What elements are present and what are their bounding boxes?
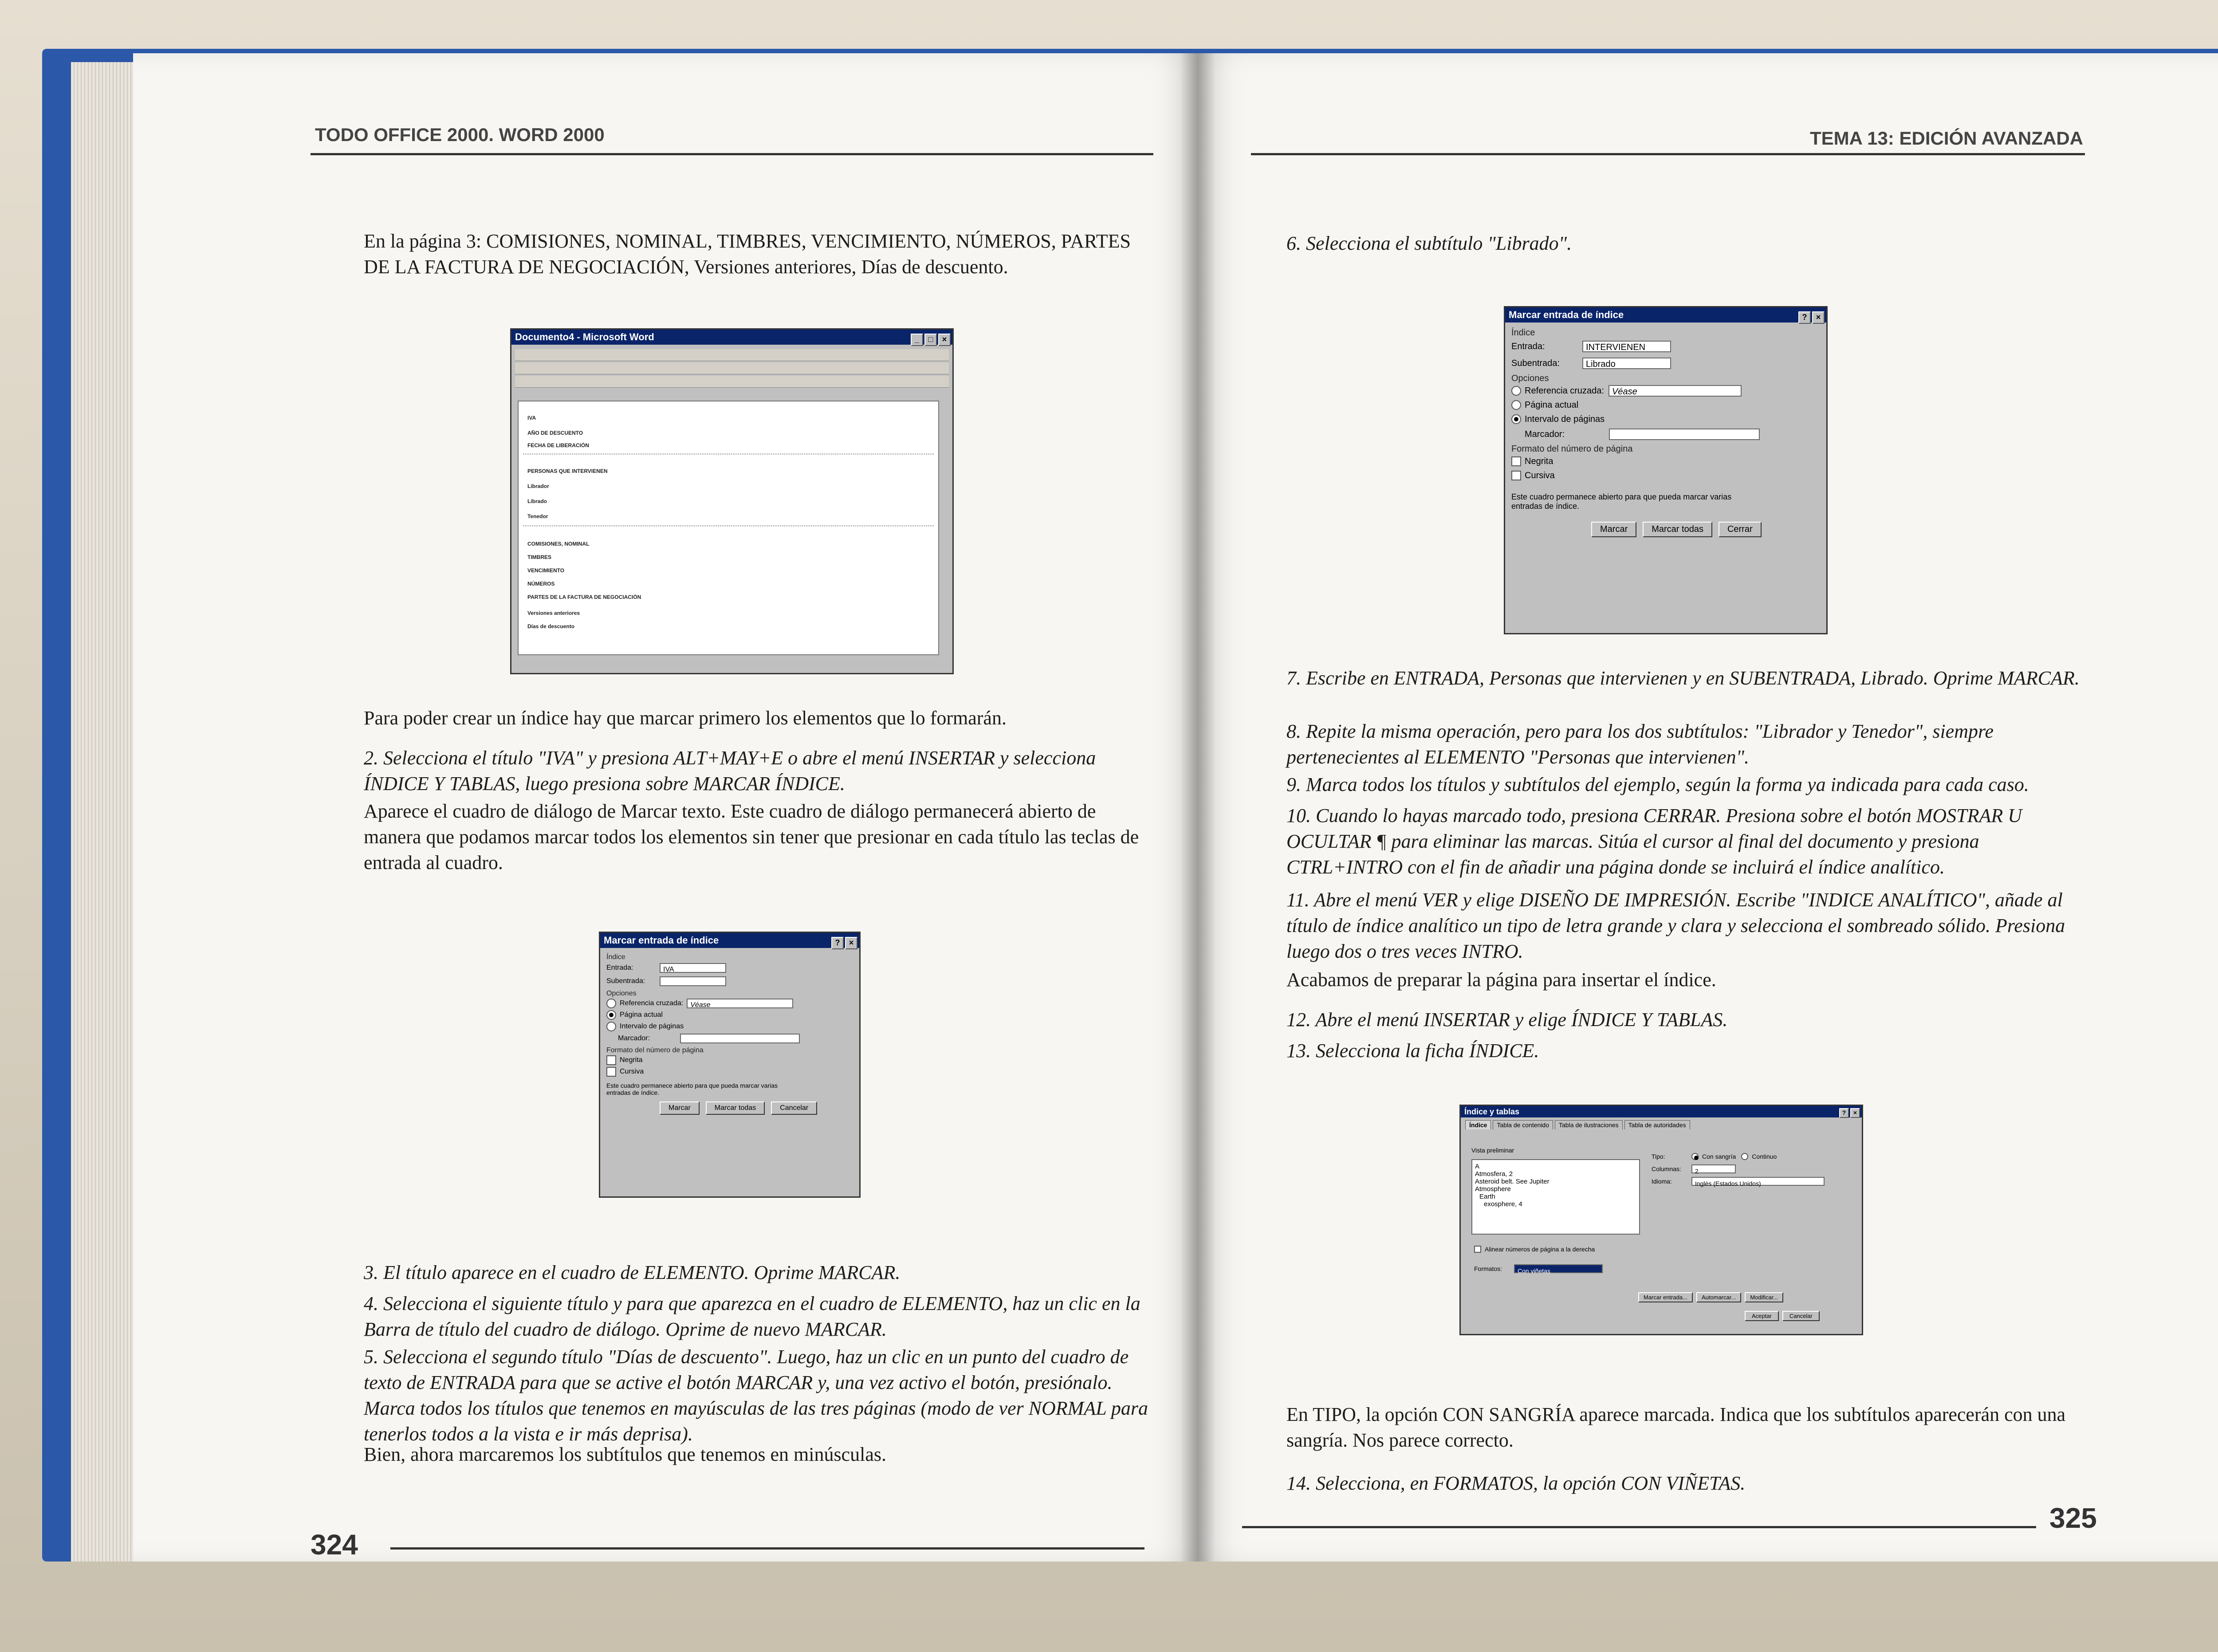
columns-label: Columnas: [1652, 1165, 1681, 1172]
para-index: Para poder crear un índice hay que marcar primero los elementos que lo formarán. [364, 707, 1007, 729]
runin-radio[interactable] [1741, 1153, 1748, 1160]
bookmark-select[interactable] [680, 1034, 800, 1043]
doc-line: Librado [527, 498, 547, 504]
right-page-number: 325 [2049, 1502, 2097, 1534]
mark-index-dialog-left [599, 932, 861, 1198]
subentry-label: Subentrada: [1511, 358, 1560, 368]
menu-bar [515, 349, 949, 361]
close-icon: × [938, 334, 951, 346]
step-10: 10. Cuando lo hayas marcado todo, presiona CERRAR. Presiona sobre el botón MOSTRAR U OCULTAR ¶ para eliminar las marcas. Sitúa el cursor al final del documento y presiona CTRL+INTRO con el fin de añadir una página donde se incluirá el índice analítico. [1286, 805, 2022, 878]
left-page-number: 324 [311, 1529, 358, 1561]
close-icon: × [845, 937, 857, 949]
bold-label: Negrita [1525, 456, 1553, 466]
align-label: Alinear números de página a la derecha [1485, 1246, 1595, 1253]
runin-label: Continuo [1752, 1153, 1777, 1160]
doc-line: Días de descuento [527, 623, 575, 629]
dialog-title: Marcar entrada de índice [604, 935, 719, 946]
italic-checkbox[interactable] [606, 1067, 616, 1077]
step-13: 13. Selecciona la ficha ÍNDICE. [1286, 1040, 1539, 1062]
cross-ref-label: Referencia cruzada: [1525, 385, 1604, 396]
book-gutter [1180, 53, 1215, 1562]
align-checkbox[interactable] [1474, 1246, 1481, 1253]
current-page-radio[interactable] [606, 1010, 616, 1020]
doc-line: Versiones anteriores [527, 610, 580, 616]
tipo-para: En TIPO, la opción CON SANGRÍA aparece marcada. Indica que los subtítulos aparecerán con una sangría. Nos parece correcto. [1286, 1404, 2066, 1451]
doc-line: Tenedor [527, 513, 548, 519]
doc-line: PERSONAS QUE INTERVIENEN [527, 468, 608, 474]
right-running-head: TEMA 13: EDICIÓN AVANZADA [1810, 128, 2084, 149]
dialog-title-bar [600, 933, 859, 948]
subentry-field[interactable]: Librado [1582, 358, 1671, 369]
tab-figures[interactable]: Tabla de ilustraciones [1555, 1120, 1623, 1129]
step-5: 5. Selecciona el segundo título "Días de descuento". Luego, haz un clic en un punto del cuadro de texto de ENTRADA para que se active el botón MARCAR y, una vez activo el botón, presiónalo. Marca todos los títulos que tenemos en mayúsculas de las tres páginas (modo de ver NORMAL para tenerlos todos a la vista e ir más deprisa). [364, 1346, 1148, 1445]
prepare-text: Acabamos de preparar la página para insertar el índice. [1286, 969, 1716, 991]
mark-button[interactable]: Marcar [1591, 522, 1636, 537]
right-page [1198, 53, 2218, 1562]
cross-ref-field[interactable]: Véase [1608, 385, 1742, 397]
preview-line: Earth [1479, 1193, 1495, 1200]
step-9: 9. Marca todos los títulos y subtítulos del ejemplo, según la forma ya indicada para cada caso. [1286, 774, 2029, 795]
close-button[interactable]: Cerrar [1719, 522, 1762, 537]
preview-line: Atmosphere [1475, 1185, 1511, 1193]
page-range-label: Intervalo de páginas [620, 1023, 684, 1030]
indent-label: Con sangría [1702, 1153, 1736, 1160]
language-select[interactable]: Inglés (Estados Unidos) [1691, 1177, 1825, 1186]
index-group-label: Índice [1511, 328, 1535, 338]
cross-ref-radio[interactable] [1511, 386, 1521, 396]
bookmark-select[interactable] [1609, 429, 1760, 440]
bold-checkbox[interactable] [606, 1055, 616, 1065]
entry-field[interactable]: INTERVIENEN [1582, 341, 1671, 352]
bold-checkbox[interactable] [1511, 456, 1521, 466]
mark-button[interactable]: Marcar [660, 1101, 700, 1115]
subentry-field[interactable] [660, 976, 726, 986]
index-tables-dialog [1459, 1105, 1863, 1335]
columns-field[interactable]: 2 [1691, 1164, 1736, 1173]
preview-line: A [1475, 1163, 1480, 1170]
type-label: Tipo: [1652, 1153, 1665, 1160]
close-icon: × [1850, 1108, 1860, 1118]
left-footer-rule [390, 1547, 1144, 1550]
minimize-icon: _ [911, 334, 923, 346]
word-screenshot [510, 328, 954, 674]
language-label: Idioma: [1652, 1178, 1672, 1185]
bookmark-label: Marcador: [1525, 429, 1565, 439]
cross-ref-radio[interactable] [606, 999, 616, 1008]
tab-contents[interactable]: Tabla de contenido [1493, 1120, 1553, 1129]
left-header-rule [311, 153, 1153, 155]
doc-line: COMISIONES, NOMINAL [527, 541, 590, 547]
left-intro: En la página 3: COMISIONES, NOMINAL, TIMBRES, VENCIMIENTO, NÚMEROS, PARTES DE LA FACTURA DE NEGOCIACIÓN, Versiones anteriores, Días de descuento. [364, 230, 1131, 278]
step-4: 4. Selecciona el siguiente título y para que aparezca en el cuadro de ELEMENTO, haz un clic en la Barra de título del cuadro de diálogo. Oprime de nuevo MARCAR. [364, 1293, 1140, 1340]
tab-authorities[interactable]: Tabla de autoridades [1624, 1120, 1690, 1129]
preview-box [1471, 1159, 1640, 1235]
closing-text: Bien, ahora marcaremos los subtítulos que tenemos en minúsculas. [364, 1444, 886, 1465]
doc-line: VENCIMIENTO [527, 567, 565, 574]
ok-button[interactable]: Aceptar [1745, 1311, 1779, 1321]
modify-button[interactable]: Modificar... [1745, 1292, 1783, 1302]
automark-button[interactable]: Automarcar... [1696, 1292, 1741, 1302]
preview-line: exosphere, 4 [1484, 1200, 1522, 1208]
italic-label: Cursiva [620, 1068, 644, 1075]
preview-line: Atmosfera, 2 [1475, 1170, 1513, 1178]
word-document-area [518, 401, 939, 655]
current-page-radio[interactable] [1511, 400, 1521, 410]
step-12: 12. Abre el menú INSERTAR y elige ÍNDICE Y TABLAS. [1286, 1009, 1728, 1031]
bookmark-label: Marcador: [618, 1034, 650, 1042]
options-label: Opciones [606, 990, 637, 997]
cancel-button[interactable]: Cancelar [771, 1101, 817, 1115]
formats-select[interactable]: Con viñetas [1514, 1264, 1603, 1273]
left-page [133, 53, 1198, 1562]
index-tabs [1461, 1117, 1862, 1129]
current-page-label: Página actual [1525, 400, 1579, 410]
doc-line: NÚMEROS [527, 581, 555, 587]
left-running-head: TODO OFFICE 2000. WORD 2000 [315, 124, 605, 145]
index-dialog-title-bar [1461, 1106, 1862, 1117]
tab-index[interactable]: Índice [1465, 1120, 1491, 1129]
dialog-title: Marcar entrada de índice [1509, 309, 1624, 320]
dialog-title-bar [1505, 307, 1826, 323]
close-icon: × [1812, 311, 1825, 324]
bold-label: Negrita [620, 1056, 643, 1064]
subentry-label: Subentrada: [606, 977, 645, 985]
mark-index-dialog-right [1504, 306, 1828, 634]
step-14: 14. Selecciona, en FORMATOS, la opción CON VIÑETAS. [1286, 1472, 1746, 1494]
word-title: Documento4 - Microsoft Word [515, 331, 654, 342]
doc-line: FECHA DE LIBERACIÓN [527, 442, 589, 448]
right-footer-rule [1242, 1526, 2036, 1528]
options-label: Opciones [1511, 374, 1549, 383]
help-icon: ? [1798, 311, 1811, 324]
mark-all-button[interactable]: Marcar todas [706, 1101, 765, 1115]
page-range-label: Intervalo de páginas [1525, 414, 1605, 424]
right-header-rule [1251, 153, 2085, 155]
page-range-radio[interactable] [606, 1022, 616, 1031]
preview-line: Asteroid belt. See Jupiter [1475, 1178, 1549, 1185]
entry-label: Entrada: [1511, 341, 1545, 351]
index-dialog-title: Índice y tablas [1464, 1107, 1520, 1116]
formats-label: Formatos: [1474, 1265, 1502, 1272]
format-toolbar [515, 376, 949, 388]
help-icon: ? [831, 937, 844, 949]
step-11: 11. Abre el menú VER y elige DISEÑO DE IMPRESIÓN. Escribe "INDICE ANALÍTICO", añade al título de índice analítico un tipo de letra grande y clara y selecciona el sombreado sólido. Presiona luego dos o tres veces INTRO. [1286, 889, 2065, 962]
doc-line: IVA [527, 415, 536, 421]
step-8: 8. Repite la misma operación, pero para los dos subtítulos: "Librador y Tenedor", siempre pertenecientes al ELEMENTO "Personas que intervienen". [1286, 720, 1994, 768]
step-2: 2. Selecciona el título "IVA" y presiona ALT+MAY+E o abre el menú INSERTAR y selecciona ÍNDICE Y TABLAS, luego presiona sobre MARCAR ÍNDICE. [364, 747, 1096, 795]
entry-field[interactable]: IVA [660, 963, 726, 973]
italic-label: Cursiva [1525, 470, 1555, 480]
doc-line: Librador [527, 483, 549, 489]
doc-line: AÑO DE DESCUENTO [527, 430, 583, 436]
dialog-para: Aparece el cuadro de diálogo de Marcar texto. Este cuadro de diálogo permanecerá abierto de manera que podamos marcar todos los elementos sin tener que presionar en cada título las teclas de entrada al cuadro. [364, 800, 1139, 873]
maximize-icon: □ [924, 334, 937, 346]
indent-radio[interactable] [1691, 1153, 1699, 1160]
format-label: Formato del número de página [1511, 444, 1633, 454]
word-title-bar [511, 330, 952, 345]
standard-toolbar [515, 362, 949, 374]
current-page-label: Página actual [620, 1011, 663, 1019]
italic-checkbox[interactable] [1511, 471, 1521, 480]
cross-ref-field[interactable]: Véase [687, 999, 793, 1008]
dialog-note: Este cuadro permanece abierto para que pueda marcar varias entradas de índice. [1511, 492, 1732, 511]
index-group-label: Índice [606, 953, 625, 961]
format-label: Formato del número de página [606, 1046, 704, 1054]
step-3: 3. El título aparece en el cuadro de ELEMENTO. Oprime MARCAR. [364, 1262, 901, 1283]
doc-line: TIMBRES [527, 554, 551, 560]
page-range-radio[interactable] [1511, 414, 1521, 424]
dialog-note: Este cuadro permanece abierto para que pueda marcar varias entradas de índice. [606, 1082, 778, 1096]
mark-all-button[interactable]: Marcar todas [1643, 522, 1712, 537]
help-icon: ? [1839, 1108, 1849, 1118]
step-6: 6. Selecciona el subtítulo "Librado". [1286, 232, 1572, 254]
cross-ref-label: Referencia cruzada: [620, 999, 684, 1007]
step-7: 7. Escribe en ENTRADA, Personas que intervienen y en SUBENTRADA, Librado. Oprime MARCAR. [1286, 667, 2080, 689]
doc-line: PARTES DE LA FACTURA DE NEGOCIACIÓN [527, 594, 641, 600]
preview-label: Vista preliminar [1471, 1147, 1514, 1154]
cancel-button[interactable]: Cancelar [1782, 1311, 1820, 1321]
mark-entry-button[interactable]: Marcar entrada... [1638, 1292, 1693, 1302]
entry-label: Entrada: [606, 964, 633, 972]
